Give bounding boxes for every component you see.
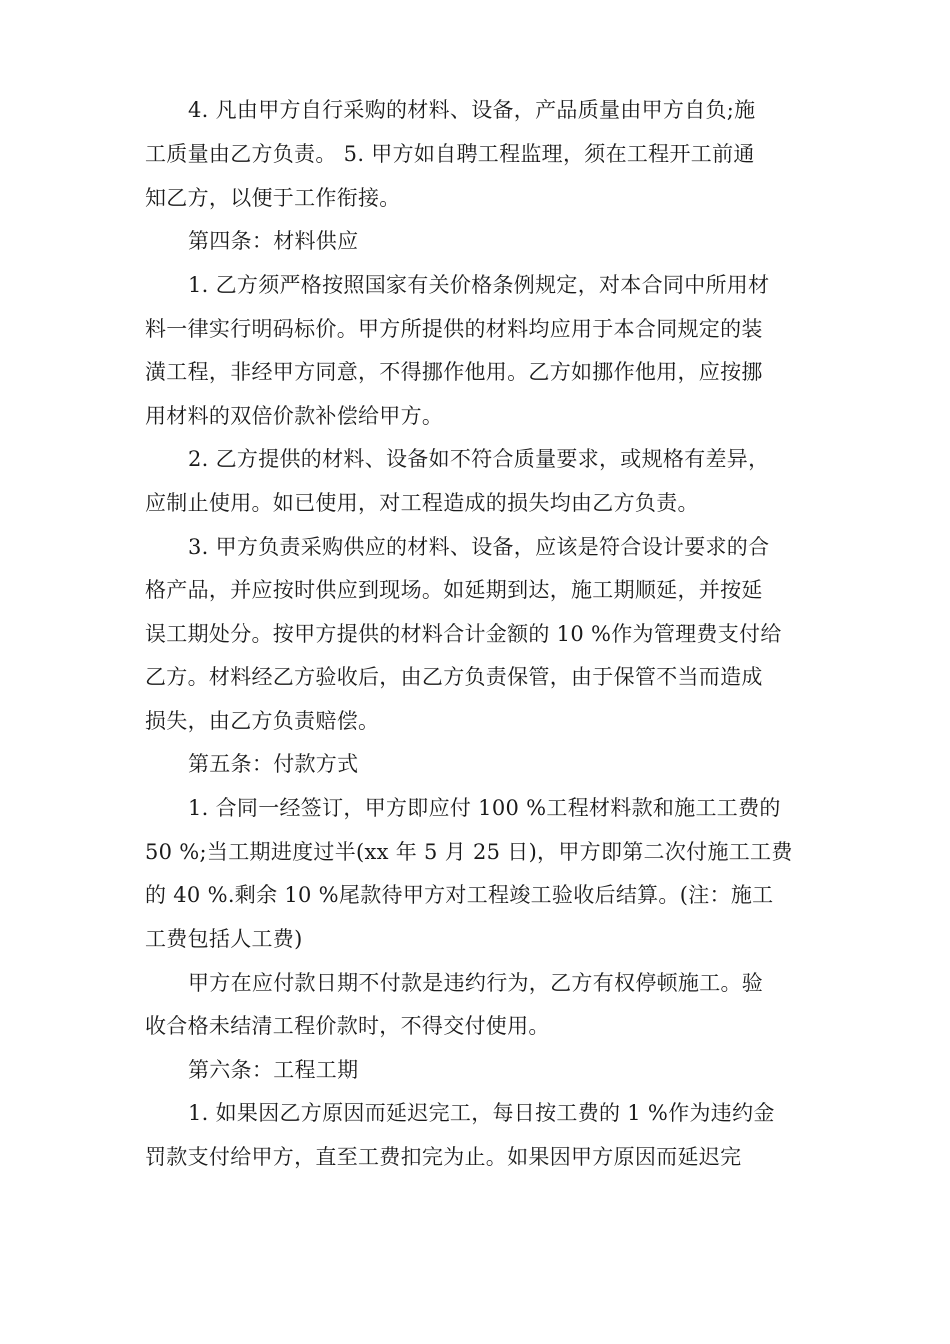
text-line: 乙方。材料经乙方验收后，由乙方负责保管，由于保管不当而造成 <box>145 665 763 689</box>
text-line: 格产品，并应按时供应到现场。如延期到达，施工期顺延，并按延 <box>145 578 763 602</box>
text-line: 1. 合同一经签订，甲方即应付 100 %工程材料款和施工工费的 <box>188 796 781 820</box>
text-line: 4. 凡由甲方自行采购的材料、设备，产品质量由甲方自负;施 <box>188 98 756 122</box>
text-line: 1. 如果因乙方原因而延迟完工，每日按工费的 1 %作为违约金 <box>188 1101 775 1125</box>
text-line: 2. 乙方提供的材料、设备如不符合质量要求，或规格有差异， <box>188 447 770 471</box>
text-line: 工费包括人工费) <box>145 927 303 951</box>
text-line: 收合格未结清工程价款时，不得交付使用。 <box>145 1014 550 1038</box>
text-line: 误工期处分。按甲方提供的材料合计金额的 10 %作为管理费支付给 <box>145 622 782 646</box>
text-line: 50 %;当工期进度过半(xx 年 5 月 25 日)，甲方即第二次付施工工费 <box>145 840 793 864</box>
text-line: 3. 甲方负责采购供应的材料、设备，应该是符合设计要求的合 <box>188 535 770 559</box>
section-heading: 第五条：付款方式 <box>188 752 359 776</box>
section-heading: 第六条：工程工期 <box>188 1058 359 1082</box>
text-line: 的 40 %.剩余 10 %尾款待甲方对工程竣工验收后结算。(注：施工 <box>145 883 774 907</box>
text-line: 罚款支付给甲方，直至工费扣完为止。如果因甲方原因而延迟完 <box>145 1145 742 1169</box>
text-line: 甲方在应付款日期不付款是违约行为，乙方有权停顿施工。验 <box>188 971 764 995</box>
text-line: 知乙方，以便于工作衔接。 <box>145 186 401 210</box>
text-line: 1. 乙方须严格按照国家有关价格条例规定，对本合同中所用材 <box>188 273 770 297</box>
text-line: 潢工程，非经甲方同意，不得挪作他用。乙方如挪作他用，应按挪 <box>145 360 763 384</box>
text-line: 应制止使用。如已使用，对工程造成的损失均由乙方负责。 <box>145 491 699 515</box>
text-line: 料一律实行明码标价。甲方所提供的材料均应用于本合同规定的装 <box>145 317 763 341</box>
section-heading: 第四条：材料供应 <box>188 229 359 253</box>
text-line: 工质量由乙方负责。 5. 甲方如自聘工程监理，须在工程开工前通 <box>145 142 755 166</box>
text-line: 用材料的双倍价款补偿给甲方。 <box>145 404 444 428</box>
text-line: 损失，由乙方负责赔偿。 <box>145 709 380 733</box>
